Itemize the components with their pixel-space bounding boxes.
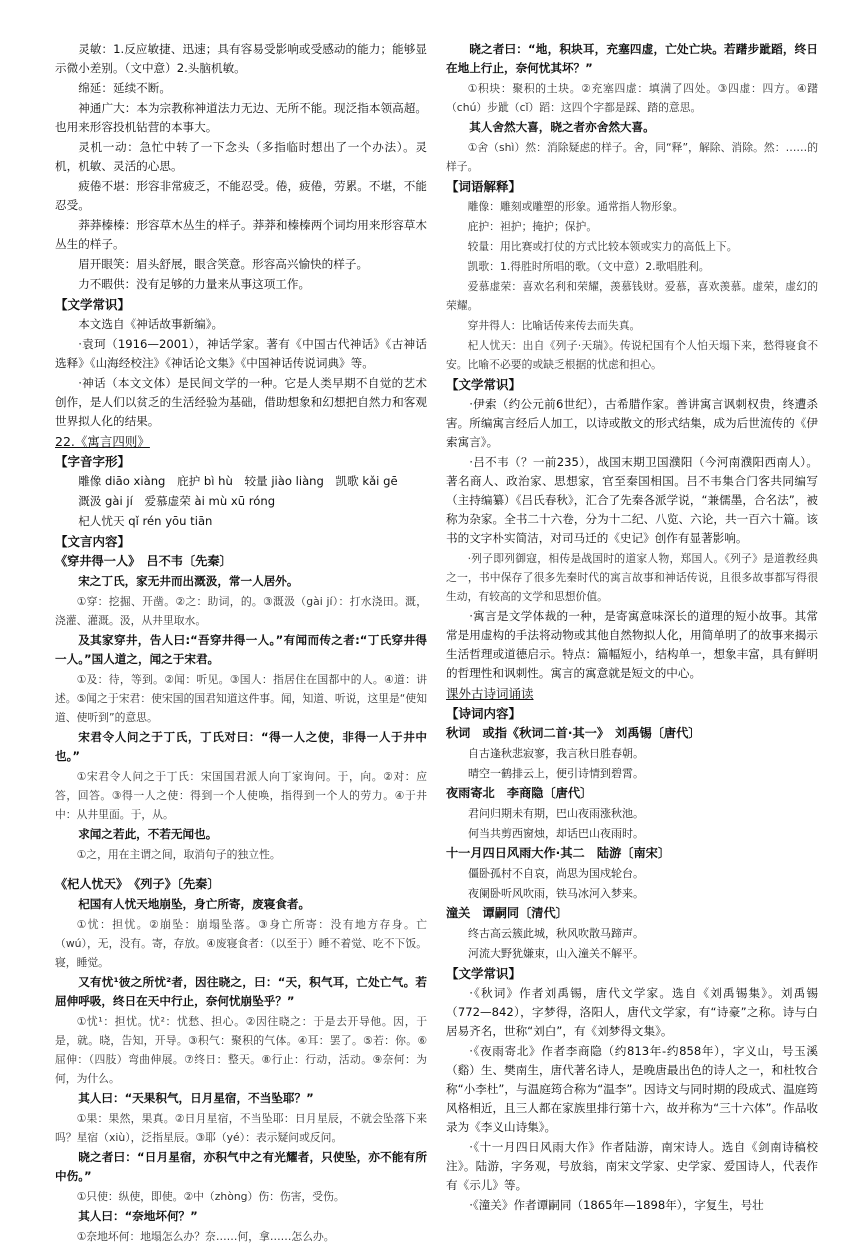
classical-text: 其人曰：“奈地坏何？”	[78, 1209, 198, 1223]
author-note: ·伊索（约公元前6世纪），古希腊作家。善讲寓言讽刺权贵，终遭杀害。所编寓言经后人加工，以诗或散文的形式结集，成为后世流传的《伊索寓言》。	[446, 397, 818, 449]
poem-line: 何当共剪西窗烛，却话巴山夜雨时。	[468, 827, 644, 840]
classical-text: 晓之者曰：“地，积块耳，充塞四虚，亡处亡块。若躇步跐蹈，终日在地上行止，奈何忧其坏？”	[446, 42, 818, 75]
annotation: ①穿：挖掘、开凿。②之：助词，的。③溉汲（gài jí）：打水浇田。溉，浇灌、灌溉。汲，从井里取水。	[55, 595, 427, 627]
definition: 灵敏：1.反应敏捷、迅速；具有容易受影响或受感动的能力；能够显示微小差别。（文中意）2.头脑机敏。	[55, 42, 427, 75]
section-heading: 【文学常识】	[446, 377, 522, 392]
classical-text: 及其家穿井，告人曰:“吾穿井得一人。”有闻而传之者:“丁氏穿井得一人。”国人道之，闻之于宋君。	[55, 633, 427, 666]
source-note: 本文选自《神话故事新编》。	[78, 317, 224, 331]
annotation: ①舍（shì）然：消除疑虑的样子。舍，同“释”，解除、消除。然：……的样子。	[446, 141, 818, 173]
author-note: ·《潼关》作者谭嗣同（1865年—1898年），字复生，号壮	[469, 1198, 764, 1212]
author-note: ·《十一月四日风雨大作》作者陆游，南宋诗人。选自《剑南诗稿校注》。陆游，字务观，号放翁，南宋文学家、史学家、爱国诗人，代表作有《示儿》等。	[446, 1140, 818, 1192]
poem-line: 自古逢秋悲寂寥，我言秋日胜春朝。	[468, 747, 644, 760]
annotation: ①忧：担忧。②崩坠：崩塌坠落。③身亡所寄：没有地方存身。亡（wú），无，没有。寄，存放。④废寝食者：（以至于）睡不着觉、吃不下饭。寝，睡觉。	[55, 918, 427, 969]
classical-text: 其人舍然大喜，晓之者亦舍然大喜。	[469, 120, 655, 134]
author-note: ·袁珂（1916—2001），神话学家。著有《中国古代神话》《古神话选释》《山海经校注》《神话论文集》《中国神话传说词典》等。	[55, 337, 427, 370]
definition: 庇护：袒护；掩护；保护。	[467, 220, 598, 233]
section-heading: 【字音字形】	[55, 454, 131, 469]
definition: 莽莽榛榛：形容草木丛生的样子。莽莽和榛榛两个词均用来形容草木丛生的样子。	[55, 218, 427, 251]
lesson-title: 22.《寓言四则》	[55, 434, 150, 449]
right-column	[446, 40, 818, 1216]
classical-text: 杞国有人忧天地崩坠，身亡所寄，废寝食者。	[78, 897, 311, 911]
author-note: ·《夜雨寄北》作者李商隐（约813年-约858年），字义山，号玉溪（谿）生、樊南生，唐代著名诗人，是晚唐最出色的诗人之一，和杜牧合称“小李杜”，与温庭筠合称为“温李”。因诗文与同时期的段成式、温庭筠风格相近，且三人都在家族里排行第十六，故并称为“三十六体”。作品收录为《李义山诗集》。	[446, 1044, 818, 1134]
poem-line: 终古高云簇此城，秋风吹散马蹄声。	[468, 927, 644, 940]
author-note: ·吕不韦（？一前235），战国末期卫国濮阳（今河南濮阳西南人）。著名商人、政治家、思想家，官至秦国相国。吕不韦集合门客共同编写（主持编纂）《吕氏春秋》，汇合了先秦各派学说，“兼儒墨，合名法”，被称为杂家。全书二十六卷，分为十二纪、八览、六论，共一百六十篇。该书的文字朴实简洁，对司马迁的《史记》创作有显著影响。	[446, 455, 818, 545]
author-note: ·《秋词》作者刘禹锡，唐代文学家。选自《刘禹锡集》。刘禹锡（772—842），字梦得，洛阳人，唐代文学家，有“诗豪”之称。诗与白居易齐名，世称“刘白”，有《刘梦得文集》。	[446, 986, 818, 1038]
annotation: ①宋君令人问之于丁氏：宋国国君派人向丁家询问。于，向。②对：应答，回答。③得一人之使：得到一个人使唤，指得到一个人的劳力。④于井中：从井里面。于，从。	[55, 770, 427, 821]
classical-text: 其人曰：“天果积气，日月星宿，不当坠耶？”	[78, 1091, 314, 1105]
annotation: ①只使：纵使，即使。②中（zhòng）伤：伤害，受伤。	[76, 1190, 345, 1203]
definition: 眉开眼笑：眉头舒展，眼含笑意。形容高兴愉快的样子。	[78, 257, 369, 271]
pinyin-row: 溉汲 gài jí 爱慕虚荣 ài mù xū róng	[78, 494, 276, 508]
poem-title: 潼关 谭嗣同〔清代〕	[446, 906, 568, 920]
definition: 力不暇供：没有足够的力量来从事这项工作。	[78, 277, 311, 291]
poem-title: 十一月四日风雨大作·其二 陆游〔南宋〕	[446, 846, 671, 860]
left-column	[55, 40, 427, 1247]
definition: 爱慕虚荣：喜欢名利和荣耀，羡慕钱财。爱慕，喜欢羡慕。虚荣，虚幻的荣耀。	[446, 280, 818, 312]
definition: 杞人忧天：出自《列子·天瑞》。传说杞国有个人怕天塌下来，愁得寝食不安。比喻不必要的或缺乏根据的忧虑和担心。	[446, 339, 818, 371]
pinyin-row: 雕像 diāo xiàng 庇护 bì hù 较量 jiào liàng 凯歌 kǎi gē	[78, 474, 398, 488]
poem-line: 僵卧孤村不自哀，尚思为国戍轮台。	[468, 867, 644, 880]
annotation: ①奈地坏何：地塌怎么办？奈……何，拿……怎么办。	[76, 1230, 335, 1243]
annotation: ①及：待，等到。②闻：听见。③国人：指居住在国都中的人。④道：讲述。⑤闻之于宋君：使宋国的国君知道这件事。闻，知道、听说，这里是“使知道、使听到”的意思。	[55, 673, 427, 724]
definition: 神通广大：本为宗教称神道法力无边、无所不能。现泛指本领高超。也用来形容投机钻营的本事大。	[55, 101, 427, 134]
spacer	[55, 865, 427, 875]
author-note: ·列子即列御寇，相传是战国时的道家人物，郑国人。《列子》是道教经典之一，书中保存了很多先秦时代的寓言故事和神话传说，且很多故事都写得很生动，有较高的文学和思想价值。	[446, 552, 818, 603]
poem-title: 夜雨寄北 李商隐〔唐代〕	[446, 786, 593, 800]
poem-title: 秋词 或指《秋词二首·其一》 刘禹锡〔唐代〕	[446, 726, 701, 740]
text-title: 《穿井得一人》 吕不韦〔先秦〕	[55, 554, 232, 568]
definition: 凯歌：1.得胜时所唱的歌。（文中意）2.歌唱胜利。	[467, 260, 710, 273]
definition: 疲倦不堪：形容非常疲乏，不能忍受。倦，疲倦，劳累。不堪，不能忍受。	[55, 179, 427, 212]
poem-line: 晴空一鹤排云上，便引诗情到碧霄。	[468, 767, 644, 780]
classical-text: 求闻之若此，不若无闻也。	[78, 827, 218, 841]
annotation: ①之，用在主谓之间，取消句子的独立性。	[76, 848, 281, 861]
section-heading: 【文学常识】	[446, 966, 522, 981]
classical-text: 宋君令人问之于丁氏，丁氏对曰：“得一人之使，非得一人于井中也。”	[55, 730, 427, 763]
genre-note: ·寓言是文学体裁的一种，是寄寓意味深长的道理的短小故事。其常常是用虚构的手法将动物或其他自然物拟人化，用简单明了的故事来揭示生活哲理或道德启示。特点：篇幅短小，结构单一，想象丰富，具有鲜明的哲理性和讽刺性。寓言的寓意就是短文的中心。	[446, 609, 818, 680]
definition: 雕像：雕刻或雕塑的形象。通常指人物形象。	[467, 200, 684, 213]
definition: 灵机一动：急忙中转了一下念头（多指临时想出了一个办法）。灵机，机敏、灵活的心思。	[55, 140, 427, 173]
classical-text: 晓之者曰：“日月星宿，亦积气中之有光耀者，只使坠，亦不能有所中伤。”	[55, 1150, 427, 1183]
section-heading: 【文学常识】	[55, 297, 131, 312]
classical-text: 又有忧¹彼之所忧²者，因往晓之，曰：“天，积气耳，亡处亡气。若屈伸呼吸，终日在天中行止，奈何忧崩坠乎？”	[55, 975, 427, 1008]
section-heading: 【诗词内容】	[446, 706, 522, 721]
text-title: 《杞人忧天》 《列子》〔先秦〕	[55, 877, 220, 891]
section-heading: 【文言内容】	[55, 534, 131, 549]
annotation: ①忧¹：担忧。忧²：忧愁、担心。②因往晓之：于是去开导他。因，于是，就。晓，告知，开导。③积气：聚积的气体。④耳：罢了。⑤若：你。⑥屈伸：（四肢）弯曲伸展。⑦终日：整天。⑧行止：行动，活动。⑨奈何：为何，为什么。	[55, 1015, 427, 1085]
definition: 较量：用比赛或打仗的方式比较本领或实力的高低上下。	[467, 240, 738, 253]
poem-line: 夜阑卧听风吹雨，铁马冰河入梦来。	[468, 887, 644, 900]
definition: 穿井得人：比喻话传来传去而失真。	[467, 319, 641, 332]
poem-line: 河流大野犹嫌束，山入潼关不解平。	[468, 947, 644, 960]
section-heading: 【词语解释】	[446, 179, 522, 194]
classical-text: 宋之丁氏，家无井而出溉汲，常一人居外。	[78, 574, 299, 588]
genre-note: ·神话（本文文体）是民间文学的一种。它是人类早期不自觉的艺术创作，是人们以贫乏的生活经验为基础，借助想象和幻想把自然力和客观世界拟人化的结果。	[55, 376, 427, 428]
poem-line: 君问归期未有期，巴山夜雨涨秋池。	[468, 807, 644, 820]
definition: 绵延：延续不断。	[78, 81, 171, 95]
annotation: ①积块：聚积的土块。②充塞四虚：填满了四处。③四虚：四方。④躇（chú）步跐（cǐ）蹈：这四个字都是踩、踏的意思。	[446, 82, 818, 114]
pinyin-row: 杞人忧天 qǐ rén yōu tiān	[78, 514, 213, 528]
annotation: ①果：果然，果真。②日月星宿，不当坠耶：日月星辰，不就会坠落下来吗？星宿（xiù），泛指星辰。③耶（yé）：表示疑问或反问。	[55, 1112, 427, 1144]
lesson-title: 课外古诗词诵读	[446, 686, 534, 701]
